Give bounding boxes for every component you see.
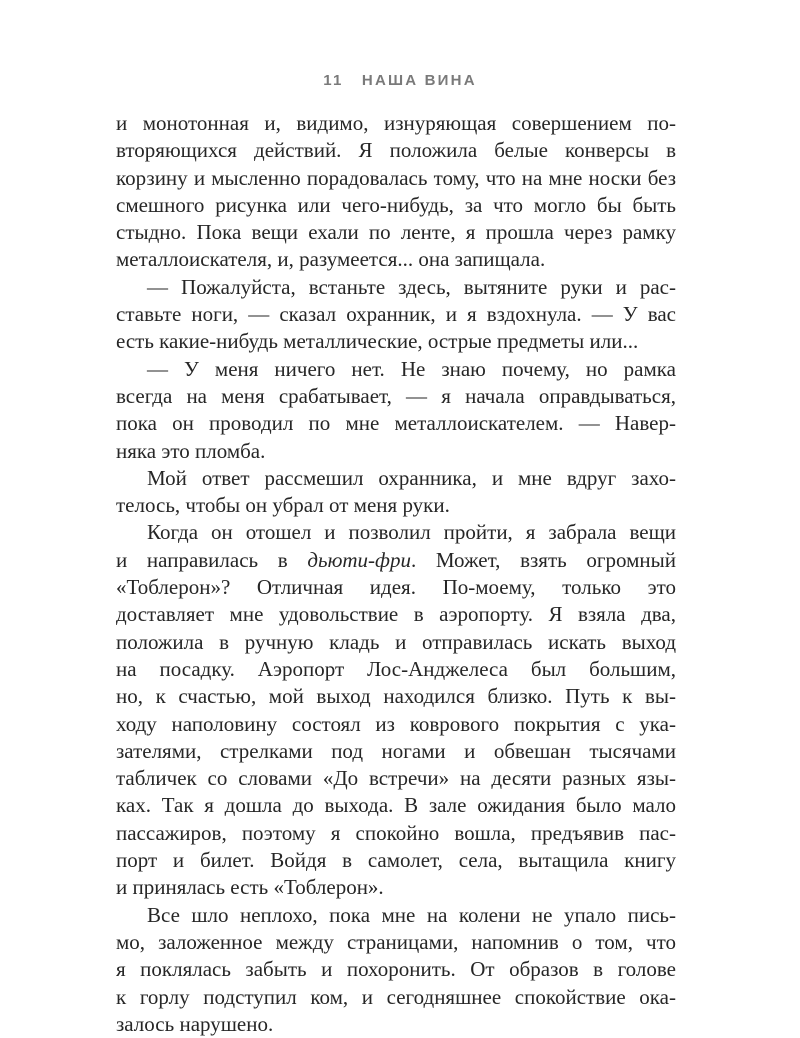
text-line [116, 711, 676, 738]
text-line [116, 192, 676, 219]
text-segment: телось, чтобы он убрал от меня руки. [116, 493, 450, 518]
text-line [116, 601, 676, 628]
text-line [116, 738, 676, 765]
text-segment: пока он проводил по мне металлоискателем. — Навер- [116, 411, 676, 436]
text-segment: няка это пломба. [116, 438, 266, 463]
text-segment: табличек со словами «До встречи» на десяти разных язы- [116, 766, 676, 791]
text-line [116, 165, 676, 192]
text-line [116, 110, 676, 137]
text-line [116, 574, 676, 601]
text-line [116, 246, 676, 273]
text-segment: порт и билет. Войдя в самолет, села, вытащила книгу [116, 848, 676, 873]
text-line [116, 465, 676, 492]
text-line [116, 301, 676, 328]
text-line [116, 438, 676, 465]
text-segment: корзину и мысленно порадовалась тому, что на мне носки без [116, 165, 676, 190]
text-segment: и принялась есть «Тоблерон». [116, 875, 384, 900]
text-line [116, 984, 676, 1011]
text-segment: зателями, стрелками под ногами и обвешан тысячами [116, 738, 676, 763]
text-segment: есть какие-нибудь металлические, острые предметы или... [116, 329, 639, 354]
text-line [116, 219, 676, 246]
text-line [116, 137, 676, 164]
text-line [116, 929, 676, 956]
text-segment: ставьте ноги, — сказал охранник, и я вздохнула. — У вас [116, 302, 676, 327]
text-segment: Когда он отошел и позволил пройти, я забрала вещи [147, 520, 676, 545]
text-line [116, 410, 676, 437]
text-line [116, 956, 676, 983]
text-segment: — Пожалуйста, встаньте здесь, вытяните руки и рас- [147, 274, 676, 299]
text-line [116, 519, 676, 546]
italic-term: дьюти-фри [307, 547, 411, 572]
text-segment: металлоискателя, и, разумеется... она запищала. [116, 247, 546, 272]
text-line [116, 902, 676, 929]
text-segment: всегда на меня срабатывает, — я начала оправдываться, [116, 383, 676, 408]
running-head [0, 72, 800, 89]
text-segment: . Может, взять огромный [410, 547, 676, 572]
text-line [116, 1011, 676, 1038]
text-line [116, 656, 676, 683]
text-line [116, 874, 676, 901]
text-segment: залось нарушено. [116, 1011, 274, 1036]
text-line [116, 356, 676, 383]
text-line [116, 328, 676, 355]
text-segment: пассажиров, поэтому я спокойно вошла, предъявив пас- [116, 820, 676, 845]
text-segment: ходу наполовину состоял из коврового покрытия с ука- [116, 711, 676, 736]
text-line [116, 847, 676, 874]
text-segment: и направилась в [116, 547, 308, 572]
text-segment: я поклялась забыть и похоронить. От образов в голове [116, 957, 676, 982]
text-line [116, 792, 676, 819]
text-segment: мо, заложенное между страницами, напомнив о том, что [116, 929, 676, 954]
text-segment: Мой ответ рассмешил охранника, и мне вдруг захо- [147, 465, 676, 490]
text-line [116, 765, 676, 792]
text-segment: стыдно. Пока вещи ехали по ленте, я прошла через рамку [116, 220, 676, 245]
page-number: 11 [323, 72, 344, 89]
text-segment: но, к счастью, мой выход находился близко. Путь к вы- [116, 684, 676, 709]
text-segment: и монотонная и, видимо, изнуряющая совершением по- [116, 111, 676, 135]
text-segment: доставляет мне удовольствие в аэропорту. Я взяла два, [116, 602, 676, 627]
text-line [116, 383, 676, 410]
text-segment: на посадку. Аэропорт Лос-Анджелеса был большим, [116, 656, 676, 681]
text-line [116, 820, 676, 847]
text-segment: положила в ручную кладь и отправилась искать выход [116, 629, 676, 654]
text-segment: «Тоблерон»? Отличная идея. По-моему, только это [116, 575, 676, 600]
text-segment: — У меня ничего нет. Не знаю почему, но рамка [147, 356, 676, 381]
text-line [116, 629, 676, 656]
book-title: НАША ВИНА [361, 72, 477, 89]
text-segment: вторяющихся действий. Я положила белые конверсы в [116, 138, 676, 163]
text-line [116, 492, 676, 519]
text-line [116, 683, 676, 710]
text-segment: смешного рисунка или чего-нибудь, за что могло бы быть [116, 192, 676, 217]
text-line [116, 274, 676, 301]
text-line [116, 547, 676, 574]
body-text [116, 110, 676, 1038]
text-segment: ках. Так я дошла до выхода. В зале ожидания было мало [116, 793, 676, 818]
text-segment: Все шло неплохо, пока мне на колени не упало пись- [147, 902, 676, 927]
text-segment: к горлу подступил ком, и сегодняшнее спокойствие ока- [116, 984, 676, 1009]
